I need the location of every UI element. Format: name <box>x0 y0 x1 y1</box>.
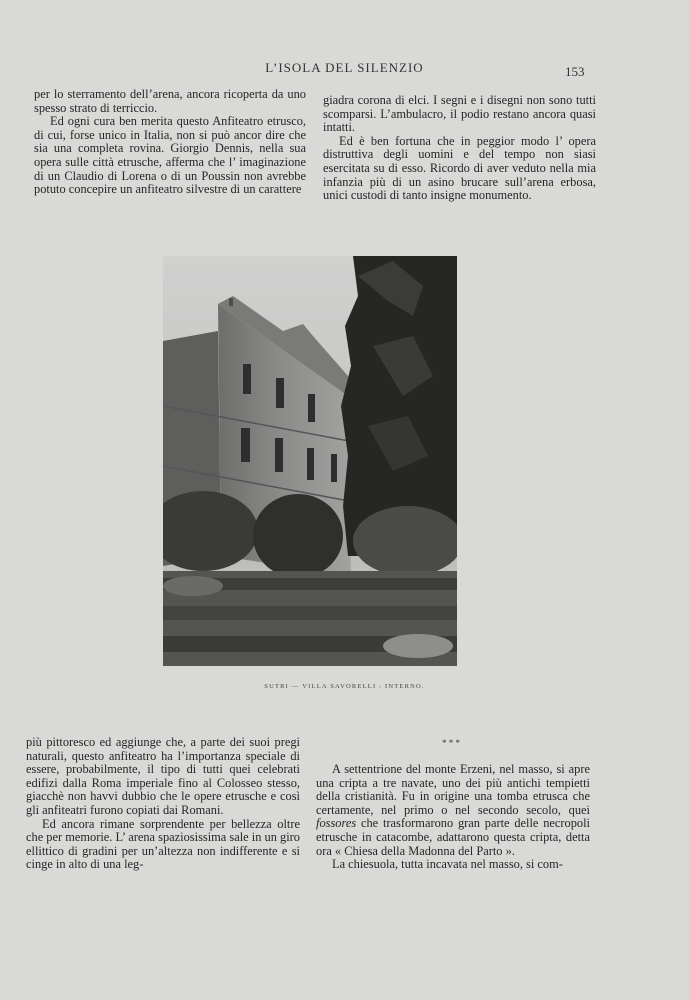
page-number: 153 <box>565 64 585 79</box>
text-run: che trasformarono gran parte delle necropoli etrusche in catacombe, adattarono questa cripta, detta ora « Chiesa della Madonna del Parto ». <box>316 816 590 858</box>
section-asterism: * * * <box>442 738 460 748</box>
column-top-right <box>323 94 596 203</box>
paragraph: La chiesuola, tutta incavata nel masso, si com- <box>332 857 563 872</box>
column-bottom-right <box>316 763 590 872</box>
paragraph: giadra corona di elci. I segni e i disegni non sono tutti scomparsi. L’ambulacro, il podio restano ancora quasi intatti. <box>323 93 596 135</box>
italic-term: fossores <box>316 816 357 831</box>
text-run: A settentrione del monte Erzeni, nel masso, si apre una cripta a tre navate, uno dei più antichi tempietti della cristianità. Fu in origine una tomba etrusca che certamente, nel primo o nel secondo secolo, quei <box>316 762 590 817</box>
running-header: L’ISOLA DEL SILENZIO <box>265 60 424 75</box>
column-top-left <box>34 88 306 197</box>
figure-caption: SUTRI — VILLA SAVORELLI : INTERNO. <box>264 683 425 690</box>
paragraph: per lo sterramento dell’arena, ancora ricoperta da uno spesso strato di terriccio. <box>34 87 306 115</box>
paragraph: Ed è ben fortuna che in peggior modo l’ opera distruttiva degli uomini e del tempo non siasi esercitata su di esso. Ricordo di aver veduto nella mia infanzia più di un asino brucare sull’arena erbosa, unici custodi di tanto insigne monumento. <box>323 133 596 203</box>
paragraph: più pittoresco ed aggiunge che, a parte dei suoi pregi naturali, questo anfiteatro ha l’importanza speciale di essere, probabilmente, il tipo di tutti quei celebrati edifizi dalla Roma imperiale fino al Colosseo stesso, giacchè non havvi dubbio che le opere etrusche e così gli anfiteatri furono copiati dai Romani. <box>26 735 300 817</box>
villa-photograph <box>163 256 457 666</box>
paragraph <box>316 763 590 858</box>
paragraph: Ed ancora rimane sorprendente per bellezza oltre che per memorie. L’ arena spaziosissima sale in un giro ellittico di gradini per un’altezza non indifferente e si cinge in alto di una leg- <box>26 816 300 872</box>
column-bottom-left <box>26 736 300 872</box>
paragraph: Ed ogni cura ben merita questo Anfiteatro etrusco, di cui, forse unico in Italia, non si può ancor dire che sia una completa rovina. Giorgio Dennis, nella sua opera sulle città etrusche, afferma che l’ imaginazione di un Claudio di Lorena o di un Poussin non avrebbe potuto concepire un anfiteatro silvestre di un carattere <box>34 114 306 197</box>
